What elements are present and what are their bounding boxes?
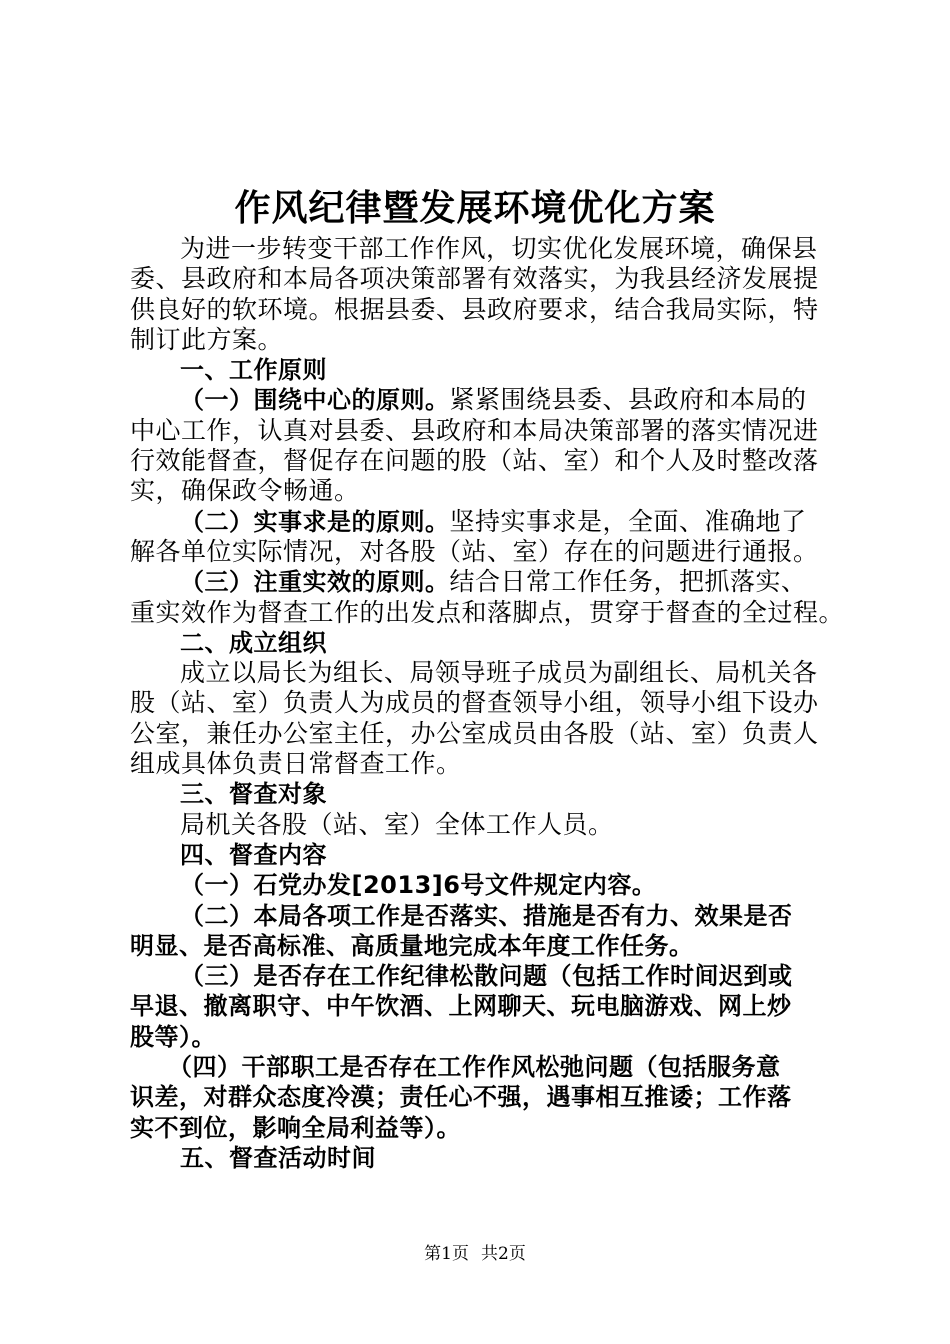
paragraph-line: 中心工作，认真对县委、县政府和本局决策部署的落实情况进 bbox=[130, 415, 819, 445]
paragraph-line: 重实效作为督查工作的出发点和落脚点，贯穿于督查的全过程。 bbox=[130, 597, 845, 627]
section-heading-targets: 三、督查对象 bbox=[180, 780, 327, 809]
intro-line: 委、县政府和本局各项决策部署有效落实，为我县经济发展提 bbox=[130, 264, 819, 294]
paragraph-line: 组成具体负责日常督查工作。 bbox=[130, 749, 462, 779]
section-heading-principles: 一、工作原则 bbox=[180, 356, 327, 385]
principle-lead: （三）注重实效的原则。 bbox=[180, 568, 450, 597]
section-heading-schedule: 五、督查活动时间 bbox=[180, 1143, 376, 1172]
page-footer bbox=[0, 1242, 950, 1266]
document-body bbox=[130, 234, 845, 1173]
content-item-line: 早退、撤离职守、中午饮酒、上网聊天、玩电脑游戏、网上炒 bbox=[130, 992, 792, 1021]
intro-line: 供良好的软环境。根据县委、县政府要求，结合我局实际，特 bbox=[130, 294, 819, 324]
content-item-line: 识差，对群众态度冷漠；责任心不强，遇事相互推诿；工作落 bbox=[130, 1083, 792, 1112]
paragraph-line bbox=[130, 385, 830, 415]
paragraph-line: 行效能督查，督促存在问题的股（站、室）和个人及时整改落 bbox=[130, 446, 819, 476]
section-heading-organization: 二、成立组织 bbox=[180, 628, 327, 657]
principle-lead: （二）实事求是的原则。 bbox=[180, 507, 450, 536]
section-heading-content: 四、督查内容 bbox=[180, 840, 327, 869]
principle-text: 结合日常工作任务，把抓落实、 bbox=[449, 567, 807, 597]
document-title: 作风纪律暨发展环境优化方案 bbox=[234, 187, 716, 229]
principle-text: 坚持实事求是，全面、准确地了 bbox=[449, 506, 807, 536]
content-item-line: 明显、是否高标准、高质量地完成本年度工作任务。 bbox=[130, 931, 694, 960]
content-item-line: 股等）。 bbox=[130, 1022, 216, 1051]
content-item-line: （四）干部职工是否存在工作作风松弛问题（包括服务意 bbox=[168, 1053, 781, 1082]
paragraph-line: 股（站、室）负责人为成员的督查领导小组，领导小组下设办 bbox=[130, 688, 819, 718]
intro-line: 制订此方案。 bbox=[130, 324, 284, 354]
paragraph-line: 解各单位实际情况，对各股（站、室）存在的问题进行通报。 bbox=[130, 536, 819, 566]
paragraph-line: 成立以局长为组长、局领导班子成员为副组长、局机关各 bbox=[180, 658, 818, 688]
paragraph-line bbox=[130, 567, 830, 597]
paragraph-line: 公室，兼任办公室主任，办公室成员由各股（站、室）负责人 bbox=[130, 718, 819, 748]
paragraph-line: 局机关各股（站、室）全体工作人员。 bbox=[180, 809, 614, 839]
page-total: 共2页 bbox=[481, 1244, 526, 1264]
content-item-line: （一）石党办发[2013]6号文件规定内容。 bbox=[180, 871, 657, 900]
principle-lead: （一）围绕中心的原则。 bbox=[180, 386, 450, 415]
paragraph-line: 实，确保政令畅通。 bbox=[130, 476, 360, 506]
principle-text: 紧紧围绕县委、县政府和本局的 bbox=[449, 385, 807, 415]
page-number: 第1页 bbox=[424, 1244, 469, 1264]
paragraph-line bbox=[130, 507, 830, 537]
content-item-line: （三）是否存在工作纪律松散问题（包括工作时间迟到或 bbox=[180, 962, 793, 991]
content-item-line: （二）本局各项工作是否落实、措施是否有力、效果是否 bbox=[180, 901, 793, 930]
content-item-line: 实不到位，影响全局利益等）。 bbox=[130, 1113, 461, 1142]
intro-line: 为进一步转变干部工作作风，切实优化发展环境，确保县 bbox=[180, 234, 818, 263]
